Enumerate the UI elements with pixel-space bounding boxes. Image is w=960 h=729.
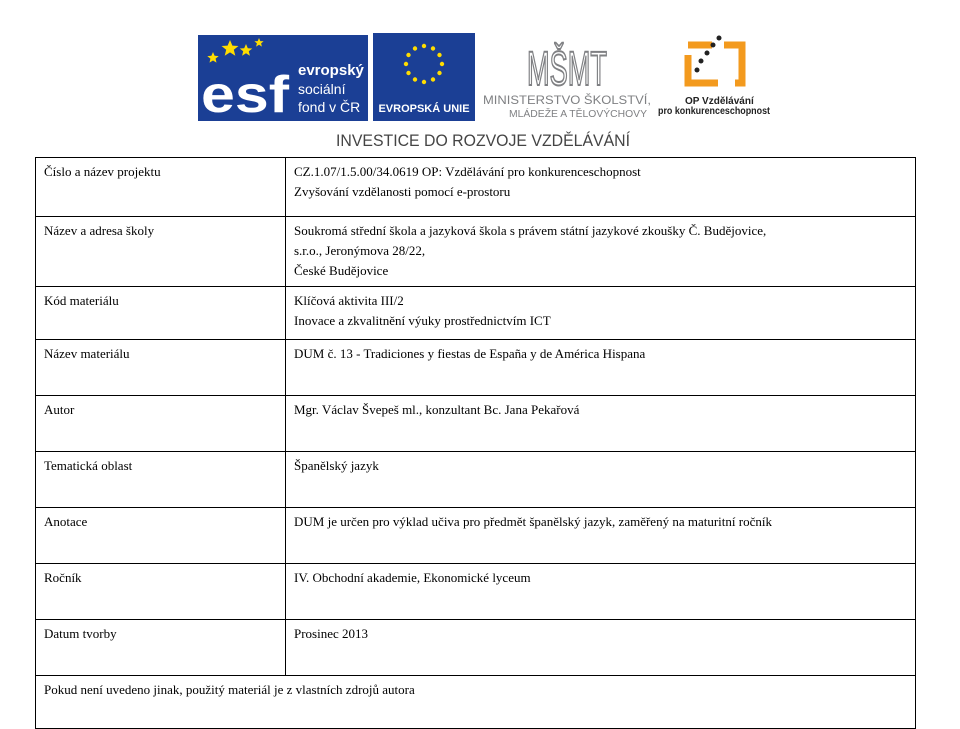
tagline: INVESTICE DO ROZVOJE VZDĚLÁVÁNÍ — [336, 131, 631, 150]
row-label: Název a adresa školy — [36, 217, 286, 287]
op-dots-icon — [695, 36, 722, 73]
table-row — [36, 340, 916, 396]
project-info-table — [35, 157, 916, 729]
table-row — [36, 620, 916, 676]
row-label: Autor — [36, 396, 286, 452]
row-label: Tematická oblast — [36, 452, 286, 508]
row-value: IV. Obchodní akademie, Ekonomické lyceum — [286, 564, 916, 620]
op-logo — [658, 36, 771, 118]
row-label: Anotace — [36, 508, 286, 564]
msmt-line2: MLÁDEŽE A TĚLOVÝCHOVY — [509, 109, 643, 120]
esf-line1: evropský — [298, 62, 364, 79]
row-label: Datum tvorby — [36, 620, 286, 676]
row-value: DUM je určen pro výklad učiva pro předmět španělský jazyk, zaměřený na maturitní ročník — [286, 508, 916, 564]
row-value: Mgr. Václav Švepeš ml., konzultant Bc. Jana Pekařová — [286, 396, 916, 452]
table-row — [36, 452, 916, 508]
row-value: CZ.1.07/1.5.00/34.0619 OP: Vzdělávání pro konkurenceschopnost Zvyšování vzdělanosti pomocí e-prostoru — [286, 158, 916, 217]
msmt-logo — [483, 42, 669, 120]
msmt-mark: MŠMT — [527, 43, 669, 96]
esf-logo — [198, 35, 368, 124]
esf-mark: esf — [201, 66, 290, 124]
table-row — [36, 564, 916, 620]
eu-logo — [373, 33, 475, 121]
table-row — [36, 217, 916, 287]
table-footer-row — [36, 676, 916, 729]
row-value: Španělský jazyk — [286, 452, 916, 508]
row-label: Ročník — [36, 564, 286, 620]
table-row — [36, 158, 916, 217]
table-row — [36, 287, 916, 340]
row-label: Číslo a název projektu — [36, 158, 286, 217]
row-value: Soukromá střední škola a jazyková škola s právem státní jazykové zkoušky Č. Budějovice, s.r.o., Jeronýmova 28/22, České Budějovice — [286, 217, 916, 287]
msmt-line1: MINISTERSTVO ŠKOLSTVÍ, — [483, 95, 632, 107]
row-label: Název materiálu — [36, 340, 286, 396]
row-value: Klíčová aktivita III/2 Inovace a zkvalitnění výuky prostřednictvím ICT — [286, 287, 916, 340]
esf-line2: sociální — [298, 81, 346, 97]
logo-banner — [0, 0, 960, 158]
row-value: Prosinec 2013 — [286, 620, 916, 676]
op-line1: OP Vzdělávání — [685, 96, 754, 107]
table-row — [36, 508, 916, 564]
footer-note: Pokud není uvedeno jinak, použitý materiál je z vlastních zdrojů autora — [36, 676, 916, 729]
op-line2: pro konkurenceschopnost — [658, 106, 771, 117]
row-value: DUM č. 13 - Tradiciones y fiestas de España y de América Hispana — [286, 340, 916, 396]
table-row — [36, 396, 916, 452]
eu-caption: EVROPSKÁ UNIE — [378, 103, 470, 115]
esf-line3: fond v ČR — [298, 99, 361, 115]
row-label: Kód materiálu — [36, 287, 286, 340]
